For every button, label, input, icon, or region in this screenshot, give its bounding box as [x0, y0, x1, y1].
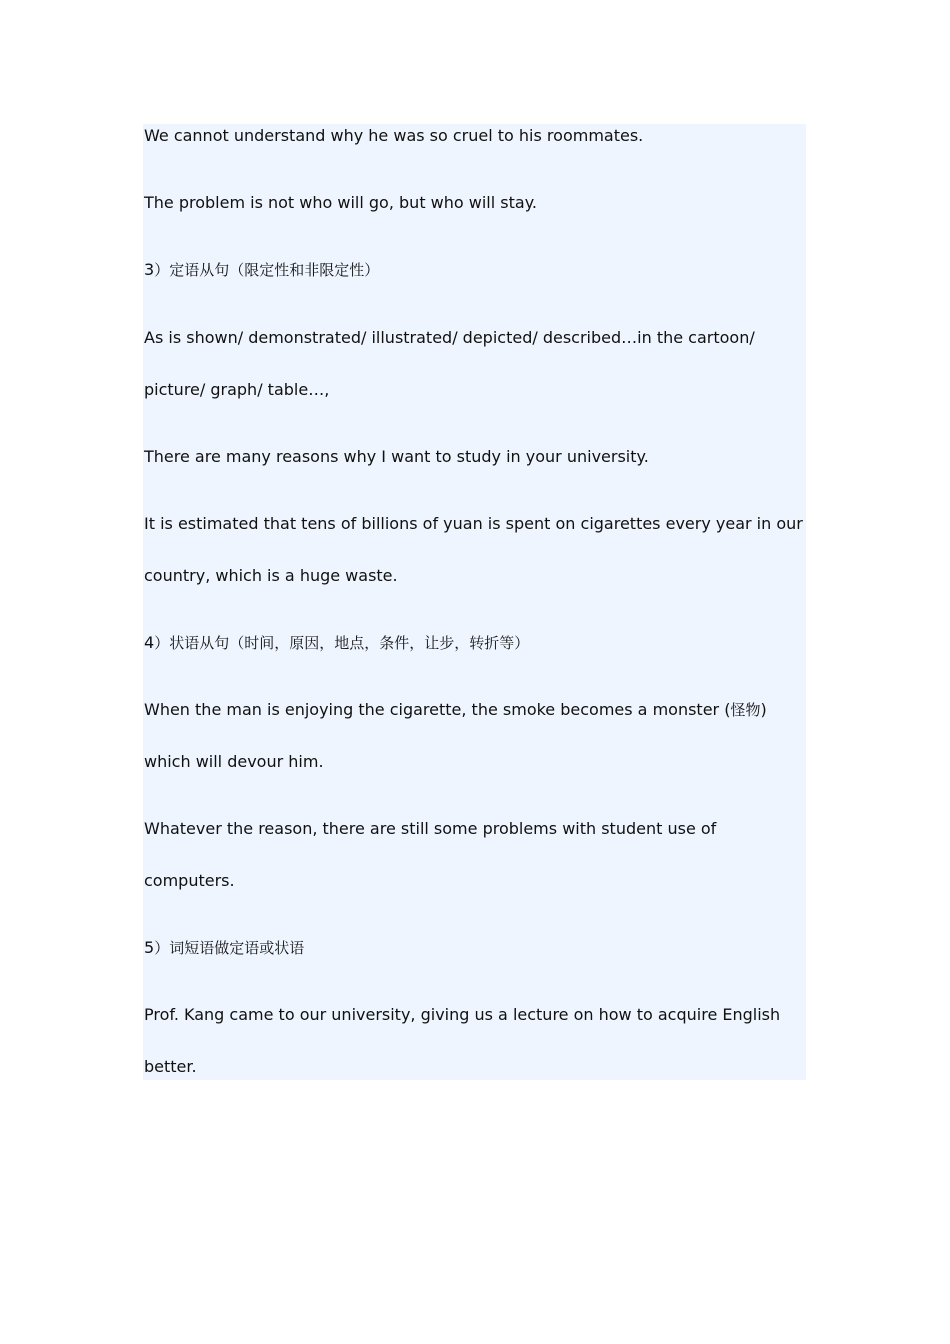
sentence-text: When the man is enjoying the cigarette, the smoke becomes a monster (: [144, 700, 731, 719]
section-title: ）状语从句（时间，原因，地点，条件，让步，转折等）: [154, 634, 530, 652]
sentence-line: There are many reasons why I want to study in your university.: [144, 447, 649, 466]
section-number: 3: [144, 260, 155, 279]
section-heading-4: [144, 633, 529, 653]
section-heading-3: [144, 260, 379, 280]
sentence-line: [144, 700, 767, 720]
sentence-line: better.: [144, 1057, 197, 1076]
sentence-line: Whatever the reason, there are still some problems with student use of: [144, 819, 717, 838]
sentence-line: The problem is not who will go, but who will stay.: [144, 193, 537, 212]
sentence-line: picture/ graph/ table…,: [144, 380, 330, 399]
sentence-text: ): [760, 700, 767, 719]
gloss-text: 怪物: [730, 701, 761, 719]
sentence-line: country, which is a huge waste.: [144, 566, 398, 585]
sentence-line: We cannot understand why he was so cruel to his roommates.: [144, 126, 644, 145]
section-title: ）定语从句（限定性和非限定性）: [154, 261, 380, 279]
section-number: 5: [144, 938, 155, 957]
sentence-line: which will devour him.: [144, 752, 324, 771]
sentence-line: It is estimated that tens of billions of yuan is spent on cigarettes every year in our: [144, 514, 803, 533]
sentence-line: Prof. Kang came to our university, giving us a lecture on how to acquire English: [144, 1005, 781, 1024]
section-number: 4: [144, 633, 155, 652]
section-heading-5: [144, 938, 304, 958]
section-title: ）词短语做定语或状语: [154, 939, 305, 957]
sentence-line: computers.: [144, 871, 235, 890]
sentence-line: As is shown/ demonstrated/ illustrated/ depicted/ described…in the cartoon/: [144, 328, 755, 347]
